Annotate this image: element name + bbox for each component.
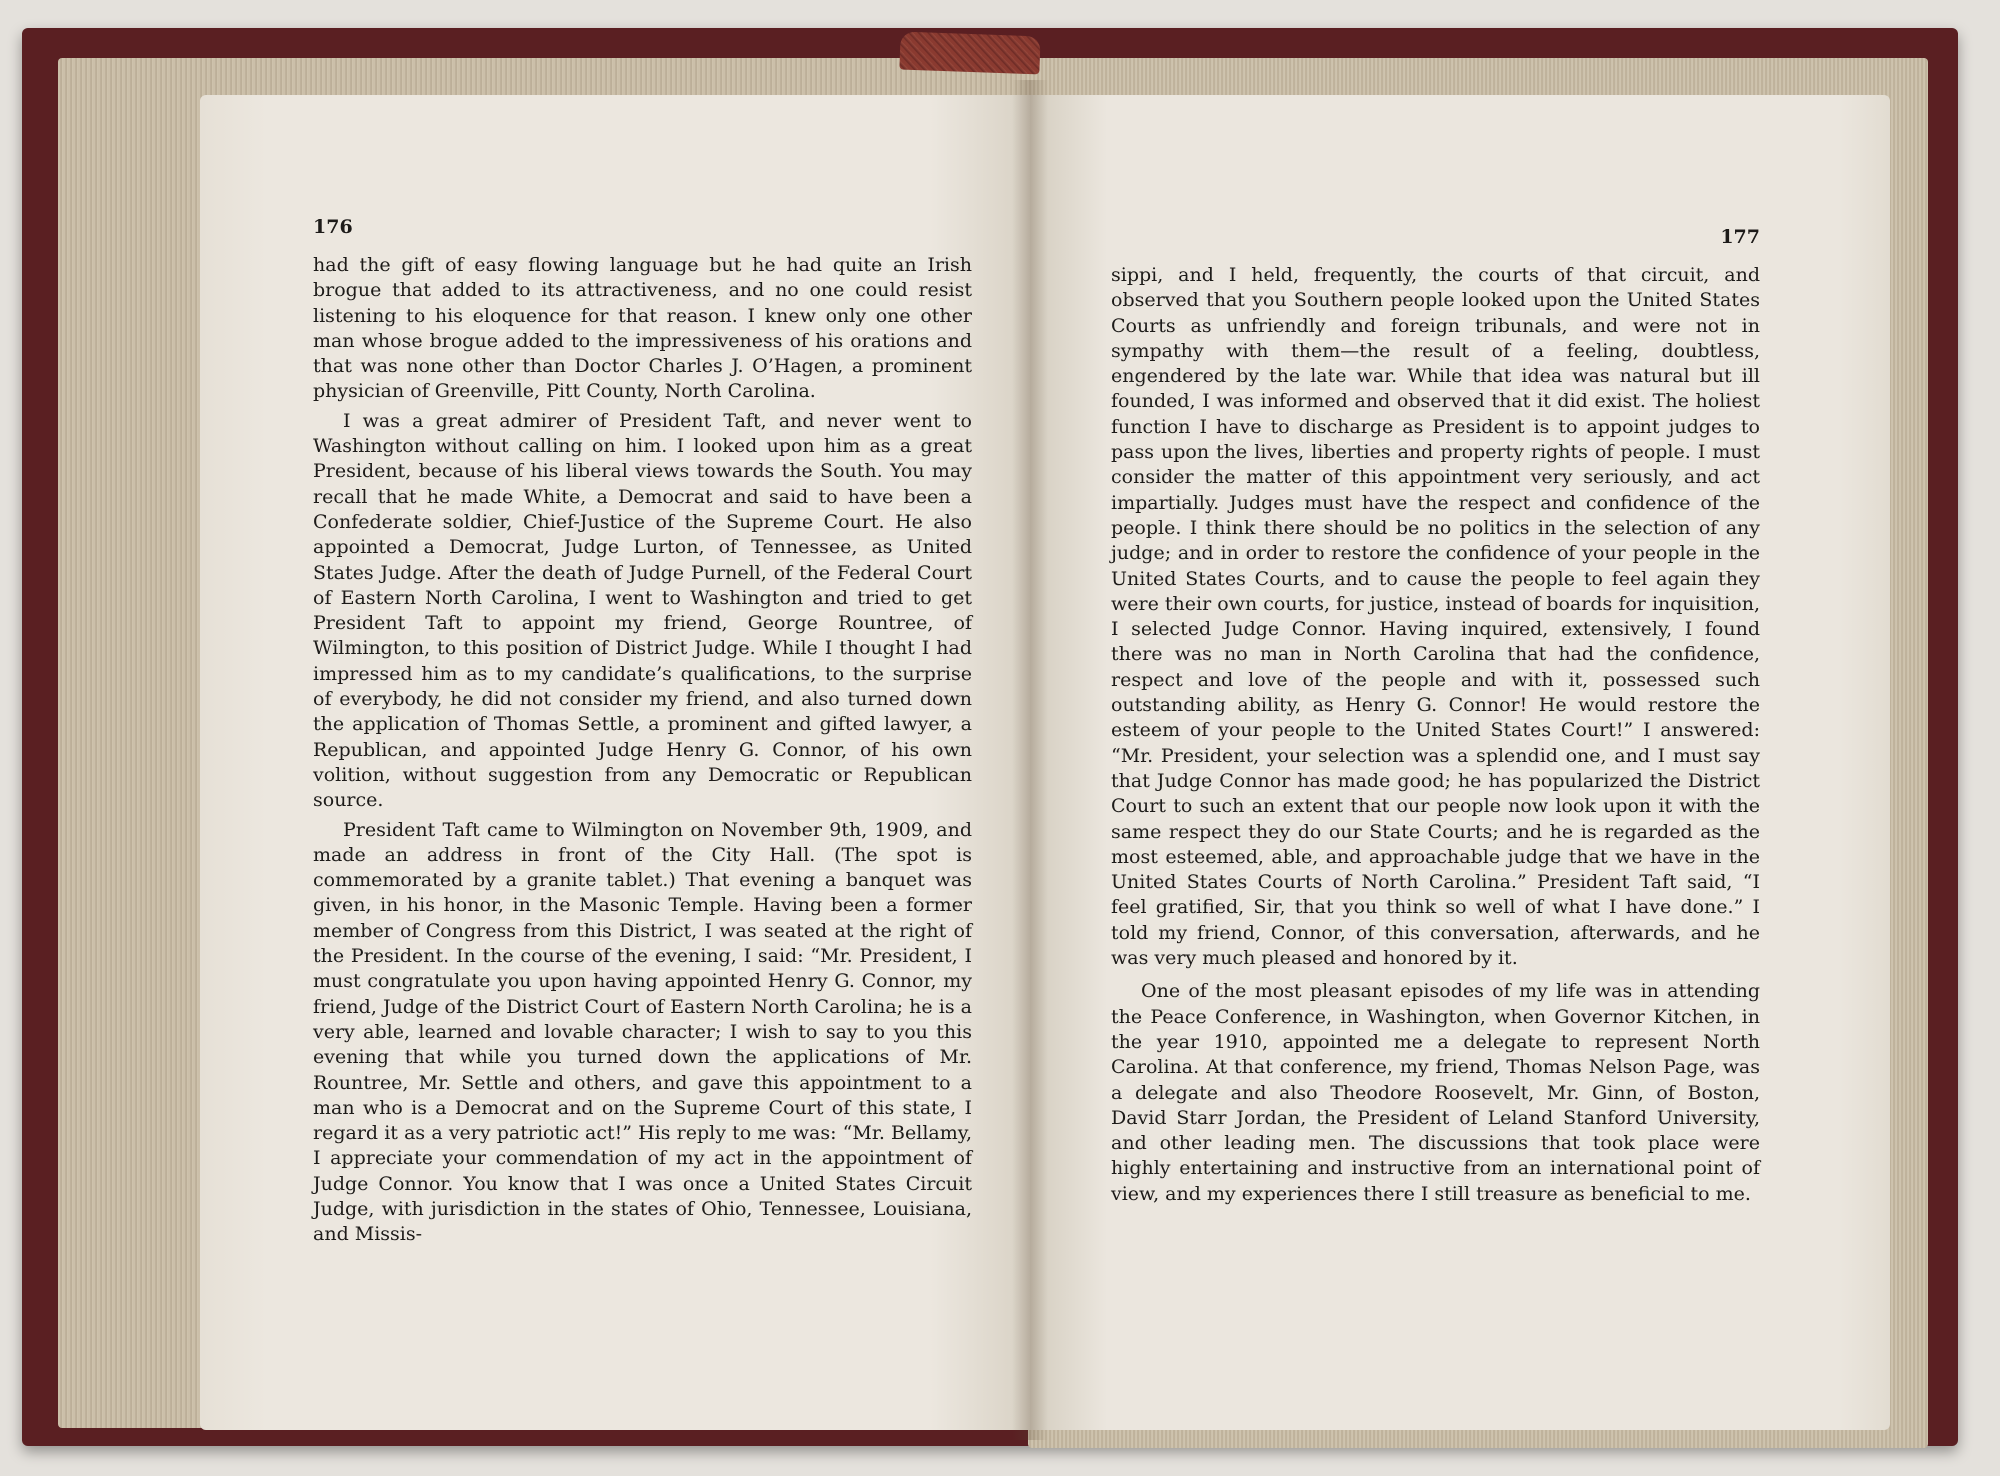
paragraph: One of the most pleasant episodes of my life was in attending the Peace Conference, in Washington, when Governor Kitchen, in the year 1910, appointed me a delegate to represent North Carolina. At that conference, my friend, Thomas Nelson Page, was a delegate and also Theodore Roosevelt, Mr. Ginn, of Boston, David Starr Jordan, the President of Leland Stanford University, and other leading men. The discussions that took place were highly entertaining and instructive from an international point of view, and my experiences there I still treasure as beneficial to me. — [1111, 980, 1760, 1205]
book-gutter — [1012, 80, 1048, 1440]
paragraph: I was a great admirer of President Taft, and never went to Washington without calling on him. I looked upon him as a great President, because of his liberal views towards the South. You may recall that he made White, a Democrat and said to have been a Confederate soldier, Chief-Justice of the Supreme Court. He also appointed a Democrat, Judge Lurton, of Tennessee, as United States Judge. After the death of Judge Purnell, of the Federal Court of Eastern North Carolina, I went to Washington and tried to get President Taft to appoint my friend, George Rountree, of Wilmington, to this position of District Judge. While I thought I had impressed him as to my candidate’s qualifications, to the surprise of everybody, he did not consider my friend, and also turned down the application of Thomas Settle, a prominent and gifted lawyer, a Republican, and appointed Judge Henry G. Connor, of his own volition, without suggestion from any Democratic or Republican source. — [313, 409, 972, 812]
paragraph: sippi, and I held, frequently, the courts of that circuit, and observed that you Southern people looked upon the United States Courts as unfriendly and foreign tribunals, and were not in sympathy with them—the result of a feeling, doubtless, engendered by the late war. While that idea was natural but ill founded, I was informed and observed that it did exist. The holiest function I have to discharge as President is to appoint judges to pass upon the lives, liberties and property rights of people. I must consider the matter of this appointment very seriously, and act impartially. Judges must have the respect and confidence of the people. I think there should be no politics in the selection of any judge; and in order to restore the confidence of your people in the United States Courts, and to cause the people to feel again they were their own courts, for justice, instead of boards for inquisition, I selected Judge Connor. Having inquired, extensively, I found there was no man in North Carolina that had the confidence, respect and love of the people and with it, possessed such outstanding ability, as Henry G. Connor! He would restore the esteem of your people to the United States Court!” I answered: “Mr. President, your selection was a splendid one, and I must say that Judge Connor has made good; he has popularized the District Court to such an extent that our people now look upon it with the same respect they do our State Courts; and he is regarded as the most esteemed, able, and approachable judge that we have in the United States Courts of North Carolina.” President Taft said, “I feel gratified, Sir, that you think so well of what I have done.” I told my friend, Connor, of this conversation, afterwards, and he was very much pleased and honored by it. — [1111, 264, 1760, 970]
left-page — [200, 95, 1030, 1430]
paragraph: President Taft came to Wilmington on November 9th, 1909, and made an address in front of the City Hall. (The spot is commemorated by a granite tablet.) That evening a banquet was given, in his honor, in the Masonic Temple. Having been a former member of Congress from this District, I was seated at the right of the President. In the course of the evening, I said: “Mr. President, I must congratulate you upon having appointed Henry G. Connor, my friend, Judge of the District Court of Eastern North Carolina; he is a very able, learned and lovable character; I wish to say to you this evening that while you turned down the applications of Mr. Rountree, Mr. Settle and others, and gave this appointment to a man who is a Democrat and on the Supreme Court of this state, I regard it as a very patriotic act!” His reply to me was: “Mr. Bellamy, I appreciate your commendation of my act in the appointment of Judge Connor. You know that I was once a United States Circuit Judge, with jurisdiction in the states of Ohio, Tennessee, Louisiana, and Missis- — [313, 818, 972, 1246]
page-number-right: 177 — [1720, 226, 1760, 248]
headband — [899, 32, 1040, 75]
paragraph: had the gift of easy flowing language but he had quite an Irish brogue that added to its attractiveness, and no one could resist listening to his eloquence for that reason. I knew only one other man whose brogue added to the impressiveness of his orations and that was none other than Doctor Charles J. O’Hagen, a prominent physician of Greenville, Pitt County, North Carolina. — [313, 254, 972, 403]
right-page — [1030, 95, 1890, 1430]
page-number-left: 176 — [313, 216, 353, 238]
